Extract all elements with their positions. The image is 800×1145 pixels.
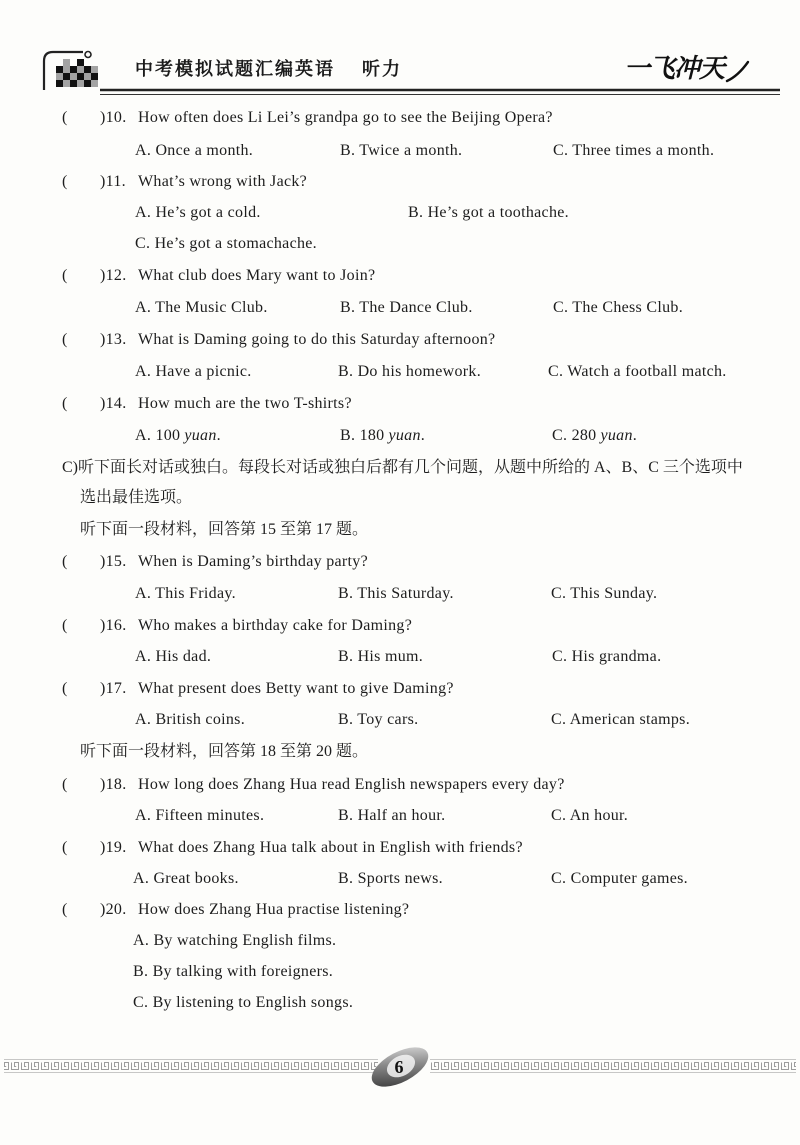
question-stem (62, 679, 454, 699)
option-b: B. Sports news. (338, 870, 443, 887)
answer-blank: ( (62, 331, 68, 348)
answer-blank: ( (62, 553, 68, 570)
question-text: Who makes a birthday cake for Daming? (138, 617, 413, 634)
question-stem (62, 900, 409, 920)
answer-blank: ( (62, 109, 68, 126)
question-stem (62, 394, 352, 414)
option-b: B. Twice a month. (340, 142, 463, 159)
question-number: )11. (100, 173, 126, 190)
currency-unit: yuan (600, 427, 633, 444)
page-number-badge (366, 1046, 435, 1090)
option-c: C. He’s got a stomachache. (135, 235, 317, 252)
logo-checker-step (77, 59, 84, 66)
question-stem (62, 775, 565, 795)
question-number: )19. (100, 839, 127, 856)
currency-unit: yuan (184, 427, 217, 444)
answer-blank: ( (62, 680, 68, 697)
option-a: A. Fifteen minutes. (135, 807, 265, 824)
option-c: C. The Chess Club. (553, 299, 684, 316)
question-19 (0, 838, 800, 887)
answer-blank: ( (62, 267, 68, 284)
option-end: . (632, 427, 638, 444)
header-rule (100, 90, 780, 95)
answer-blank: ( (62, 901, 68, 918)
option-c: C. Watch a football match. (548, 363, 727, 380)
option-b: B. He’s got a toothache. (408, 204, 569, 221)
option-b (340, 426, 425, 446)
question-stem (62, 108, 553, 128)
question-13 (0, 330, 800, 380)
header-art (0, 0, 800, 100)
option-c: C. His grandma. (552, 648, 662, 665)
logo-checker-step (63, 59, 70, 66)
question-stem (62, 616, 412, 636)
option-a: A. By watching English films. (133, 932, 337, 949)
answer-blank: ( (62, 839, 68, 856)
question-number: )14. (100, 395, 127, 412)
option-b: B. Toy cars. (338, 711, 419, 728)
option-c: C. By listening to English songs. (133, 994, 354, 1011)
section-c-instruction-cont: 选出最佳选项。 (80, 489, 193, 506)
question-text: What’s wrong with Jack? (138, 173, 308, 190)
option-b: B. Half an hour. (338, 807, 446, 824)
option-b: B. This Saturday. (338, 585, 454, 602)
question-text: What does Zhang Hua talk about in English with friends? (138, 839, 523, 856)
option-b: B. His mum. (338, 648, 424, 665)
page-footer (0, 1046, 800, 1090)
question-stem (62, 266, 375, 286)
question-text: How long does Zhang Hua read English newspapers every day? (138, 776, 565, 793)
question-number: )12. (100, 267, 127, 284)
option-c: C. An hour. (551, 807, 629, 824)
question-text: What present does Betty want to give Daming? (138, 680, 454, 697)
option-c: C. Three times a month. (553, 142, 715, 159)
option-a: A. His dad. (135, 648, 212, 665)
series-logo-icon (44, 52, 98, 91)
question-stem (62, 552, 368, 572)
question-14 (0, 394, 800, 444)
question-stem (62, 838, 523, 858)
question-text: What club does Mary want to Join? (138, 267, 376, 284)
question-number: )15. (100, 553, 127, 570)
question-20 (0, 900, 800, 1011)
option-a: A. The Music Club. (135, 299, 268, 316)
group-intro-18-20: 听下面一段材料，回答第 18 至第 20 题。 (80, 743, 369, 760)
question-text: How often does Li Lei’s grandpa go to see the Beijing Opera? (138, 109, 553, 126)
question-number: )20. (100, 901, 127, 918)
option-a: A. Great books. (133, 870, 239, 887)
option-a: A. British coins. (135, 711, 245, 728)
brand-swoosh (727, 62, 748, 81)
logo-checker (56, 66, 98, 87)
option-end: . (420, 427, 426, 444)
option-a: A. This Friday. (135, 585, 236, 602)
option-b: B. The Dance Club. (340, 299, 473, 316)
option-end: . (216, 427, 221, 444)
answer-blank: ( (62, 173, 68, 190)
logo-circle (85, 52, 91, 58)
question-stem (62, 172, 307, 192)
question-number: )18. (100, 776, 127, 793)
option-b: B. Do his homework. (338, 363, 482, 380)
question-11 (0, 172, 800, 252)
question-18 (0, 775, 800, 824)
option-a: A. Once a month. (135, 142, 254, 159)
book-title: 中考模拟试题汇编英语 (135, 59, 335, 80)
option-label: B. 180 (340, 427, 385, 444)
answer-blank: ( (62, 776, 68, 793)
question-number: )13. (100, 331, 127, 348)
book-subject: 听力 (362, 59, 402, 80)
option-b: B. By talking with foreigners. (133, 963, 334, 980)
option-c: C. This Sunday. (551, 585, 658, 602)
question-number: )10. (100, 109, 127, 126)
footer-pattern (4, 1060, 378, 1072)
currency-unit: yuan (388, 427, 421, 444)
option-c: C. American stamps. (551, 711, 691, 728)
question-10 (0, 108, 800, 159)
question-16 (0, 616, 800, 665)
option-label: A. 100 (135, 427, 181, 444)
question-number: )17. (100, 680, 127, 697)
option-label: C. 280 (552, 427, 597, 444)
question-text: What is Daming going to do this Saturday afternoon? (138, 331, 496, 348)
page-number: 6 (394, 1057, 404, 1077)
answer-blank: ( (62, 395, 68, 412)
question-text: How much are the two T-shirts? (138, 395, 352, 412)
question-15 (0, 552, 800, 602)
group-intro-15-17: 听下面一段材料，回答第 15 至第 17 题。 (80, 521, 369, 538)
answer-blank: ( (62, 617, 68, 634)
option-a (135, 426, 221, 446)
question-number: )16. (100, 617, 127, 634)
option-c: C. Computer games. (551, 870, 688, 887)
question-text: When is Daming’s birthday party? (138, 553, 368, 570)
question-12 (0, 266, 800, 316)
option-a: A. He’s got a cold. (135, 204, 261, 221)
question-text: How does Zhang Hua practise listening? (138, 901, 410, 918)
option-c (552, 426, 637, 446)
question-17 (0, 679, 800, 728)
footer-border-left (4, 1060, 378, 1073)
section-c-instruction: C)听下面长对话或独白。每段长对话或独白后都有几个问题，从题中所给的 A、B、C 三个选项中 (62, 459, 743, 476)
footer-pattern (430, 1060, 796, 1072)
option-a: A. Have a picnic. (135, 363, 252, 380)
footer-border-right (430, 1060, 796, 1073)
question-stem (62, 330, 495, 350)
brand-logo-text: 一飞冲天 (624, 54, 725, 84)
